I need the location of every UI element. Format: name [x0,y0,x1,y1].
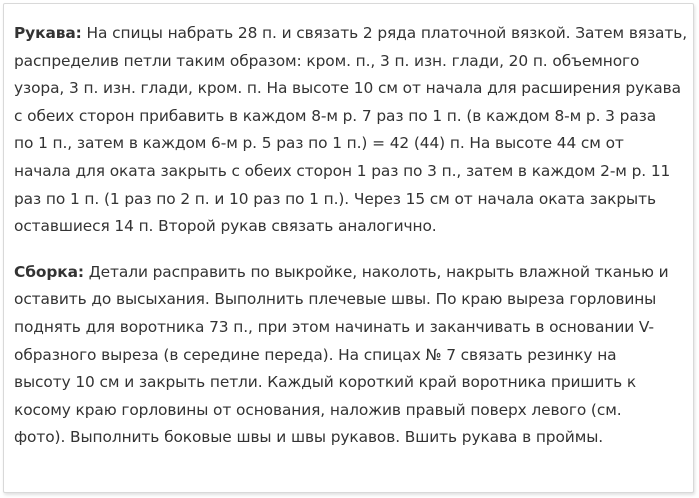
text-panel [3,3,694,493]
text-line: узора, 3 п. изн. глади, кром. п. На высоте 10 см от начала для расширения рукава [14,79,681,98]
text-line [14,20,689,48]
text-line: начала для оката закрыть с обеих сторон 1 раз по 3 п., затем в каждом 2-м р. 11 [14,161,671,180]
text-line: с обеих сторон прибавить в каждом 8-м р. 7 раз по 1 п. (в каждом 8-м р. 3 раза [14,106,657,125]
text-line: по 1 п., затем в каждом 6-м р. 5 раз по 1 п.) = 42 (44) п. На высоте 44 см от [14,134,624,153]
article-body [14,20,689,452]
text-line: оставшиеся 14 п. Второй рукав связать аналогично. [14,217,437,236]
assembly-paragraph [14,259,689,452]
text-line: косому краю горловины от основания, наложив правый поверх левого (см. [14,400,622,419]
sleeves-heading: Рукава: [14,24,82,42]
text-line: раз по 1 п. (1 раз по 2 п. и 10 раз по 1 п.). Через 15 см от начала оката закрыть [14,189,656,208]
text-line-content: Детали расправить по выкройке, наколоть, накрыть влажной тканью и [83,262,669,281]
assembly-heading: Сборка: [14,262,84,281]
text-line: образного выреза (в середине переда). На спицах № 7 связать резинку на [14,345,617,364]
sleeves-paragraph [14,20,689,241]
text-line: фото). Выполнить боковые швы и швы рукавов. Вшить рукава в проймы. [14,428,604,447]
text-line-content: На спицы набрать 28 п. и связать 2 ряда платочной вязкой. Затем вязать, [81,24,688,42]
text-line: распределив петли таким образом: кром. п., 3 п. изн. глади, 20 п. объемного [14,51,640,70]
text-line [14,259,689,287]
text-line: оставить до высыхания. Выполнить плечевые швы. По краю выреза горловины [14,290,657,309]
text-line: высоту 10 см и закрыть петли. Каждый короткий край воротника пришить к [14,373,637,392]
text-line: поднять для воротника 73 п., при этом начинать и заканчивать в основании V- [14,317,654,336]
